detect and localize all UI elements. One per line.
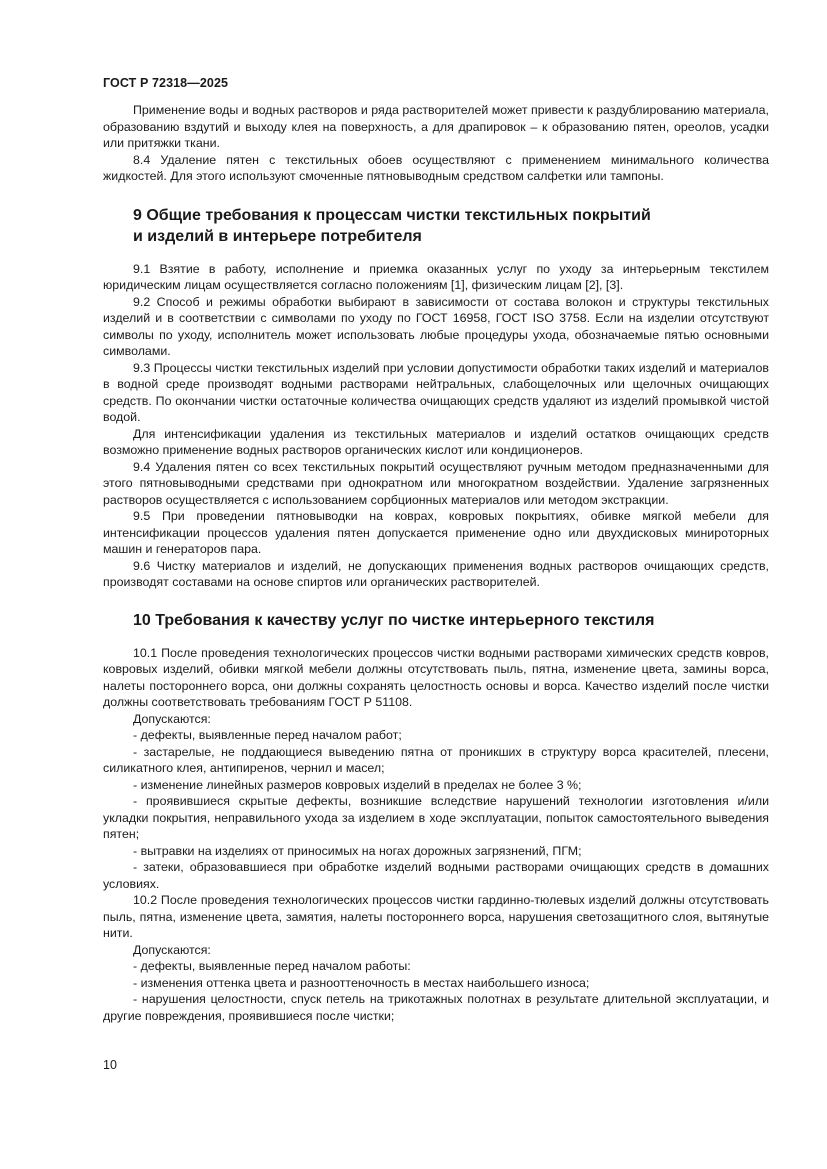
section-9-heading-line1: 9 Общие требования к процессам чистки текстильных покрытий	[133, 206, 651, 224]
list-item: - изменение линейных размеров ковровых изделий в пределах не более 3 %;	[133, 777, 582, 792]
document-body	[103, 102, 769, 1024]
list-item: - проявившиеся скрытые дефекты, возникшие вследствие нарушений технологии изготовления и/или укладки покрытия, неправильного ухода за изделием в ходе эксплуатации, попыток самостоятельного выведения пятен;	[103, 794, 769, 841]
section-9-heading-line2: и изделий в интерьере потребителя	[133, 227, 422, 245]
clause-9-1: 9.1 Взятие в работу, исполнение и приемка оказанных услуг по уходу за интерьерным текстилем юридическим лицам осуществляется согласно положениям [1], физическим лицам [2], [3].	[103, 261, 769, 292]
list-item: - изменения оттенка цвета и разнооттеночность в местах наибольшего износа;	[133, 975, 590, 990]
clause-9-4: 9.4 Удаления пятен со всех текстильных покрытий осуществляют ручным методом предназначенными для этого пятновыводными средствами при однократном или многократном воздействии. Удаление загрязненных растворов осуществляется с использованием сорбционных материалов или методом экстракции.	[103, 459, 769, 507]
section-10-heading: 10 Требования к качеству услуг по чистке интерьерного текстиля	[133, 611, 655, 629]
allowed-label: Допускаются:	[133, 942, 211, 957]
allowed-label: Допускаются:	[133, 711, 211, 726]
list-item: - затеки, образовавшиеся при обработке изделий водными растворами очищающих средств в домашних условиях.	[103, 860, 769, 891]
section-9-heading	[133, 205, 769, 247]
clause-9-3-continuation: Для интенсификации удаления из текстильных материалов и изделий остатков очищающих средств возможно применение водных растворов органических кислот или кондиционеров.	[103, 426, 769, 457]
list-item: - застарелые, не поддающиеся выведению пятна от проникших в структуру ворса красителей, плесени, силикатного клея, антипиренов, чернил и масел;	[103, 744, 769, 775]
clause-10-1: 10.1 После проведения технологических процессов чистки водными растворами химических средств ковров, ковровых изделий, обивки мягкой мебели должны отсутствовать пыль, пятна, изменение цвета, замины ворса, налеты постороннего ворса, они должны сохранять целостность основы и ворса. Качество изделий после чистки должны соответствовать требованиям ГОСТ Р 51108.	[103, 645, 769, 709]
list-item: - вытравки на изделиях от приносимых на ногах дорожных загрязнений, ПГМ;	[133, 843, 582, 858]
clause-10-2: 10.2 После проведения технологических процессов чистки гардинно-тюлевых изделий должны отсутствовать пыль, пятна, изменение цвета, замятия, налеты постороннего ворса, нарушения светозащитного слоя, вытянутые нити.	[103, 893, 769, 940]
list-item: - дефекты, выявленные перед началом работы:	[133, 959, 411, 973]
clause-9-2: 9.2 Способ и режимы обработки выбирают в зависимости от состава волокон и структуры текстильных изделий и в соответствии с символами по уходу по ГОСТ 16958, ГОСТ ISO 3758. Если на изделии отсутствуют символы по уходу, исполнитель может использовать любые процедуры ухода, обозначаемые пятью основными символами.	[103, 294, 769, 358]
page-number: 10	[103, 1058, 117, 1072]
clause-9-6: 9.6 Чистку материалов и изделий, не допускающих применения водных растворов очищающих средств, производят составами на основе спиртов или органических растворителей.	[103, 558, 769, 589]
document-code-header: ГОСТ Р 72318—2025	[103, 76, 229, 90]
list-item: - нарушения целостности, спуск петель на трикотажных полотнах в результате длительной эксплуатации, и другие повреждения, проявившиеся после чистки;	[103, 992, 769, 1023]
clause-8-4: 8.4 Удаление пятен с текстильных обоев осуществляют с применением минимального количества жидкостей. Для этого используют смоченные пятновыводным средством салфетки или тампоны.	[103, 152, 769, 183]
list-item: - дефекты, выявленные перед началом работ;	[133, 728, 402, 742]
clause-9-5: 9.5 При проведении пятновыводки на коврах, ковровых покрытиях, обивке мягкой мебели для интенсификации процессов удаления пятен допускается применение одно или двухдисковых минироторных машин и генераторов пара.	[103, 509, 769, 556]
intro-paragraph: Применение воды и водных растворов и ряда растворителей может привести к раздублированию материала, образованию вздутий и выходу клея на поверхность, а для драпировок – к образованию пятен, ореолов, усадки или притяжки ткани.	[103, 103, 769, 150]
clause-9-3: 9.3 Процессы чистки текстильных изделий при условии допустимости обработки таких изделий и материалов в водной среде производят водными растворами нейтральных, слабощелочных или щелочных очищающих средств. По окончании чистки остаточные количества очищающих средств удаляют из изделий промывкой чистой водой.	[103, 360, 769, 424]
